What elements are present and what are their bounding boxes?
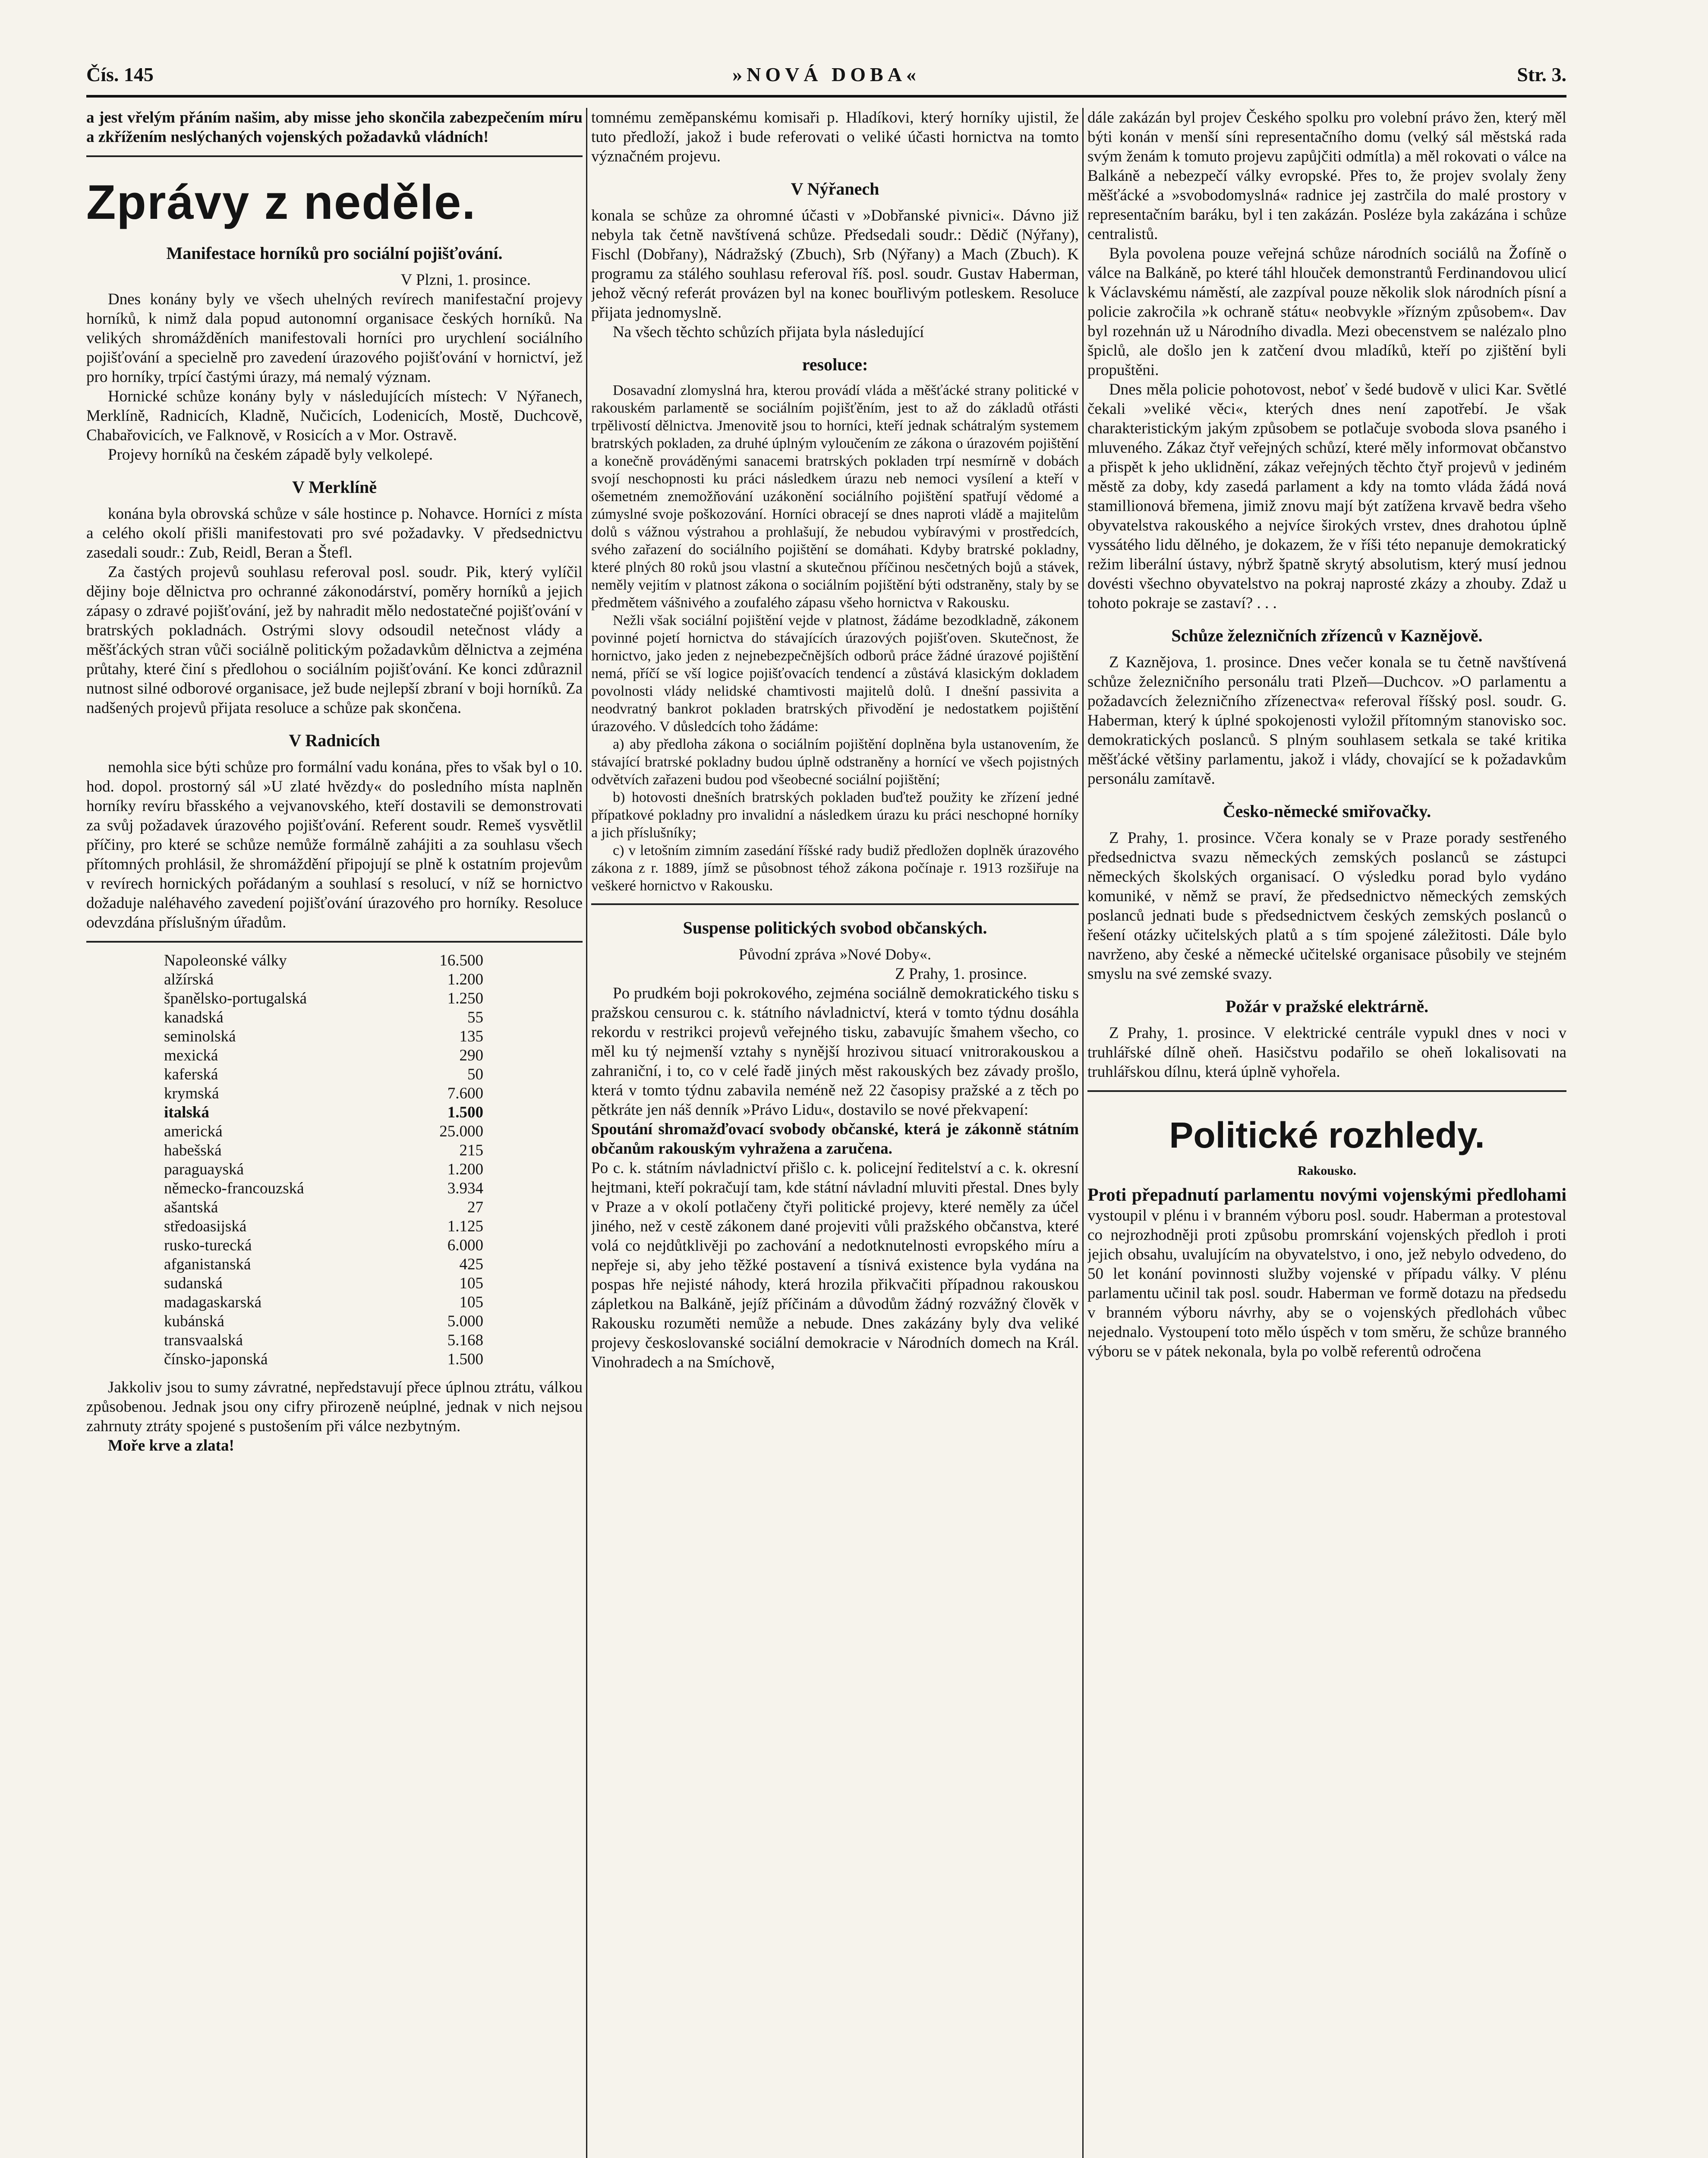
table-row: [164, 1255, 483, 1274]
table-row: [164, 1198, 483, 1217]
page-number: Str. 3.: [1517, 63, 1566, 85]
war-name: americká: [164, 1123, 223, 1140]
war-value: 425: [459, 1256, 483, 1273]
war-value: 50: [467, 1066, 483, 1083]
article-paragraph: Dnes konány byly ve všech uhelných revírech manifestační projevy horníků, k nimž dala popud autonomní organisace českých horníků. Na velikých shromážděních manifestovali horníci pro urychlení sociálního pojišťování a specielně pro zavedení úrazového pojišťování v hornictví, jež pro horníky, trpící častými úrazy, má nemalý význam.: [86, 290, 583, 386]
article-paragraph: Z Prahy, 1. prosince. Včera konaly se v Praze porady sestřeného předsednictva svazu německých zemských poslanců se zástupci německých školských organisací. O výsledku porad bylo vydáno komuniké, v němž se praví, že předsednictvo německých zemských poslanců jednati bude s předsednictvem českých zemských poslanců o řešení otázky učitelských platů a s tím spojené záležitosti. Dále bylo navrženo, aby české a německé učitelské organisace působily ve stejném smyslu na své zemské svazy.: [1087, 829, 1566, 983]
dateline: Z Prahy, 1. prosince.: [895, 965, 1027, 983]
resolution-point-a: a) aby předloha zákona o sociálním pojištění doplněna byla ustanovením, že stávající bratrské pokladny budou úplně odstraněny a hornící ve všech pojistných odvětvích zařazeni budou pod všeobecné sociální pojištění;: [591, 736, 1079, 788]
resolution-heading: resoluce:: [802, 355, 868, 374]
war-name: kanadská: [164, 1009, 224, 1026]
column-1: [86, 108, 583, 2158]
war-value: 5.000: [447, 1312, 483, 1330]
table-row: [164, 1217, 483, 1236]
war-value: 1.250: [447, 990, 483, 1007]
column-3: [1087, 108, 1566, 2158]
article-paragraph: Po prudkém boji pokrokového, zejména sociálně demokratického tisku s pražskou censurou c. k. státního návladnictví, která v tomto týdnu dosáhla rekordu v restrikci projevů veřejného tisku, zabavujíc šmahem všecho, co měl ku tý nejmenší vztahy s nynější hrozivou situací vnitrorakouskou a zahraniční, i to, co v celé řadě jiných měst rakouských bez závady prošlo, která v tomto týdnu zabavila neméně než 22 časopisy pražské a z těch po pětkráte jen náš denník »Právo Lidu«, dostavilo se nové překvapení:: [591, 984, 1079, 1119]
table-row: [164, 1027, 483, 1046]
war-value: 290: [459, 1047, 483, 1064]
war-value: 6.000: [447, 1237, 483, 1254]
article-paragraph: tomnému zeměpanskému komisaři p. Hladíkovi, který horníky ujistil, že tuto předloží, jakož i bude referovati o veliké účasti hornictva na tomto význačném projevu.: [591, 109, 1079, 165]
war-value: 7.600: [447, 1085, 483, 1102]
section-title-politics: Politické rozhledy.: [1169, 1115, 1485, 1155]
resolution-point-b: b) hotovosti dnešních bratrských pokladen buďtež použity ke zřízení jedné přípatkové pokladny pro invalidní a následkem úrazu ku práci neschopné horníky a jich příslušníky;: [591, 789, 1079, 841]
article-paragraph: konala se schůze za ohromné účasti v »Dobřanské pivnici«. Dávno již nebyla tak četně navštívená schůze. Předsedali soudr.: Dědič (Nýřany), Fischl (Dobřany), Nádražský (Zbuch), Srb (Nýřany) a Mach (Zbuch). K programu za stálého souhlasu referoval říš. posl. soudr. Gustav Haberman, jehož věcný referát provázen byl na konec bouřlivým potleskem. Resoluce přijata jednomyslně.: [591, 207, 1079, 322]
divider: [86, 155, 583, 157]
war-value: 105: [459, 1275, 483, 1292]
divider: [1087, 1090, 1566, 1092]
war-name: kubánská: [164, 1312, 224, 1330]
war-value: 1.200: [447, 971, 483, 988]
table-row: [164, 1141, 483, 1160]
war-value: 215: [459, 1142, 483, 1159]
column-rule-1: [586, 108, 587, 2158]
article-paragraph: nemohla sice býti schůze pro formální vadu konána, přes to však byl o 10. hod. dopol. prostorný sál »U zlaté hvězdy« do posledního místa naplněn horníky revíru břasského a vejvanovského, kteří dostavili se demonstrovati za svůj požadavek úrazového pojišťování. Referent soudr. Remeš vysvětlil příčiny, pro které se schůze nemůže formálně zahájiti a za souhlasu všech přítomných prohlásil, že shromáždění připojují se plně k ostatním projevům v revírech hornických pořádaným a souhlasí s resolucí, v níž se hornictvo dožaduje naléhavého zavedení pojišťování úrazového pro horníky. Resoluce odevzdána příslušným úřadům.: [86, 758, 583, 931]
page-header: [86, 65, 1566, 98]
article-paragraph: Hornické schůze konány byly v následujících místech: V Nýřanech, Merklíně, Radnicích, Kladně, Nučicích, Lodenicích, Mostě, Duchcově, Chabařovicích, ve Falknově, v Rosicích a v Mor. Ostravě.: [86, 388, 583, 444]
article-paragraph: Jakkoliv jsou to sumy závratné, nepředstavují přece úplnou ztrátu, válkou způsobenou. Jednak jsou ony cifry přirozeně neúplné, jednak v nich nejsou zahrnuty ztráty spojené s pustošením při válce nezbytným.: [86, 1379, 583, 1435]
table-row: [164, 989, 483, 1008]
subheading-radnice: V Radnicích: [289, 731, 380, 750]
war-value: 1.200: [447, 1161, 483, 1178]
war-value: 3.934: [447, 1180, 483, 1197]
war-name: italská: [164, 1104, 209, 1121]
article-title-railway: Schůze železničních zřízenců v Kaznějově.: [1171, 626, 1483, 645]
resolution-paragraph: Nežli však sociální pojištění vejde v platnost, žádáme bezodkladně, zákonem povinné pojetí hornictva do stávajících úrazových pojišťoven. Skutečnost, že hornictvo, jako jeden z nejnebezpečnějších odborů práce žádné úrazové pojištění nemá, příčí se vší logice pojišťovacích tendencí a zůstává klasickým dokladem povolnosti vlády nelidské chamtivosti majitelů dolů. I dnešní passivita a neodvratný bankrot pokladen bratrských přivodění je nedostatkem pojištění úrazového. V důsledcích toho žádáme:: [591, 612, 1079, 735]
war-name: paraguayská: [164, 1161, 244, 1178]
table-row: [164, 1084, 483, 1103]
war-value: 5.168: [447, 1331, 483, 1349]
column-rule-2: [1082, 108, 1084, 2158]
war-name: ašantská: [164, 1199, 218, 1216]
resolution-point-c: c) v letošním zimním zasedání říšské rady budiž předložen doplněk úrazového zákona z r. 1889, jímž se působnost téhož zákona počínaje r. 1913 rozšiřuje na veškeré hornictvo v Rakousku.: [591, 842, 1079, 894]
article-paragraph: Z Kaznějova, 1. prosince. Dnes večer konala se tu četně navštívená schůze železničního personálu trati Plzeň—Duchcov. »O parlamentu a požadavcích železničního zřízenectva« referoval říšský posl. soudr. G. Haberman, který k úplné spokojenosti vyložil přítomným stanovisko soc. demokratických poslanců. S plným souhlasem setkala se také kritika měšťácké většiny parlamentu, jakož i vlády, chovající se k požadavkům personálu zamítavě.: [1087, 653, 1566, 788]
article-paragraph: Projevy horníků na českém západě byly velkolepé.: [108, 446, 433, 464]
table-row: [164, 1236, 483, 1255]
section-title-news: Zprávy z neděle.: [86, 175, 476, 229]
subheading-nyrany: V Nýřanech: [791, 179, 879, 199]
article-paragraph: Dnes měla policie pohotovost, neboť v šedé budově v ulici Kar. Světlé čekali »veliké věci«, kterých dnes není zapotřebí. Je však charakteristickým jakým způsobem se potlačuje svoboda slova psaného i mluveného. Zákaz čtyř veřejných schůzí, které měly informovat občanstvo a přispět k jeho uklidnění, zákaz veřejných těchto čtyř projevů v jediném městě za doby, kdy zasedá parlament a kdy na tomto vláda žádá nová stamillionová břemena, jimiž znovu mají být zatížena krvavě bedra všeho obyvatelstva rakouského a nejvíce širokých vrstev, dnes drahotou úplně vyssátého lidu dělného, je dokazem, že v říši této nepanuje demokratický režim liberální ústavy, nýbrž špatně skrytý absolutism, který musí jednou dovésti všechno obyvatelstvo na pokraj naprosté zkázy a zhouby. Zdaž u tohoto pokraje se zastaví? . . .: [1087, 381, 1566, 612]
article-title-suspense: Suspense politických svobod občanských.: [683, 918, 987, 937]
table-row: [164, 1312, 483, 1331]
table-row: [164, 1122, 483, 1141]
issue-number: Čís. 145: [86, 63, 154, 85]
war-name: seminolská: [164, 1028, 236, 1045]
war-value: 55: [467, 1009, 483, 1026]
war-name: madagaskarská: [164, 1294, 262, 1311]
war-name: Napoleonské války: [164, 952, 287, 969]
war-name: krymská: [164, 1085, 219, 1102]
closing-line: Moře krve a zlata!: [108, 1437, 234, 1454]
table-row: [164, 1065, 483, 1084]
article-paragraph: Na všech těchto schůzích přijata byla následující: [613, 323, 924, 341]
table-row: [164, 1103, 483, 1122]
war-name: středoasijská: [164, 1218, 247, 1235]
war-value: 16.500: [439, 952, 483, 969]
article-paragraph: vystoupil v plénu i v branném výboru posl. soudr. Haberman a protestoval co nejrozhodněji proti způsobu promrskání vojenských předloh i proti jejich obsahu, uvalujícím na obyvatelstvo, i ono, jež nebylo odvedeno, do 50 let konání povinnosti služby vojenské v případu války. V plénu parlamentu učinil tak posl. soudr. Haberman ve formě dotazu na předsedu v branném výboru návrhy, aby se o vojenských předlohách vůbec nejednalo. Vystoupení toto mělo úspěch v tom směru, že schůze branného výboru se v pátek nekonala, byla po volbě referentů odročena: [1087, 1207, 1566, 1360]
bold-statement: Spoutání shromažďovací svobody občanské, která je zákonně státním občanům rakouským vyhražena a zaručena.: [591, 1120, 1079, 1158]
masthead-title: »NOVÁ DOBA«: [732, 63, 920, 85]
table-row: [164, 970, 483, 989]
war-cost-table: [164, 951, 483, 1369]
war-name: alžírská: [164, 971, 214, 988]
war-name: afganistanská: [164, 1256, 251, 1273]
table-row: [164, 1293, 483, 1312]
section-subtitle: Rakousko.: [1298, 1164, 1356, 1178]
war-value: 135: [459, 1028, 483, 1045]
war-name: kaferská: [164, 1066, 218, 1083]
war-value: 27: [467, 1199, 483, 1216]
war-name: čínsko-japonská: [164, 1350, 268, 1368]
table-row: [164, 1331, 483, 1350]
table-row: [164, 1179, 483, 1198]
table-row: [164, 1274, 483, 1293]
table-row: [164, 1350, 483, 1369]
article-title-miners: Manifestace horníků pro sociální pojišťování.: [166, 243, 503, 263]
table-row: [164, 1160, 483, 1179]
article-title-fire: Požár v pražské elektrárně.: [1225, 997, 1429, 1016]
war-name: sudanská: [164, 1275, 223, 1292]
divider: [591, 903, 1079, 905]
war-name: rusko-turecká: [164, 1237, 252, 1254]
article-paragraph: Po c. k. státním návladnictví přišlo c. k. policejní ředitelství a c. k. okresní hejtmani, kteří pokračují tam, kde státní návladní mluviti přestal. Dnes byly v Praze a v okolí potlačeny čtyři politické projevy, které neměly za účel jiného, než v cestě zákonem dané projeviti vůli pražského občanstva, které volá co nejdůtklivěji po zachování a nedotknutelnosti evropského míru a nepřeje si, aby jeho těžké postavení a tísnivá existence byla vydána na pospas hře nejisté náhody, která hrozila přikvačiti případnou rakouskou zápletkou na Balkáně, jejíž příčinám a důvodům žádný rozvážný člověk v Rakousku rozuměti nemůže a nebude. Dnes zakázány byly dva veliké projevy českoslovanské sociální demokracie v Národních domech na Král. Vinohradech a na Smíchově,: [591, 1159, 1079, 1371]
column-2: [591, 108, 1079, 2158]
article-source: Původní zpráva »Nové Doby«.: [739, 946, 931, 963]
article-paragraph: konána byla obrovská schůze v sále hostince p. Nohavce. Horníci z místa a celého okolí přišli manifestovati pro své požadavky. V předsednictvu zasedali soudr.: Zub, Reidl, Beran a Štefl.: [86, 505, 583, 562]
war-name: německo-francouzská: [164, 1180, 304, 1197]
war-value: 1.125: [447, 1218, 483, 1235]
table-row: [164, 1046, 483, 1065]
dateline: V Plzni, 1. prosince.: [400, 271, 531, 289]
war-name: španělsko-portugalská: [164, 990, 307, 1007]
subheading-merklin: V Merklíně: [292, 477, 377, 497]
war-name: transvaalská: [164, 1331, 243, 1349]
war-value: 105: [459, 1294, 483, 1311]
lead-bold: Proti přepadnutí parlamentu novými vojenskými předlohami: [1087, 1185, 1566, 1205]
article-paragraph: Z Prahy, 1. prosince. V elektrické centrále vypukl dnes v noci v truhlářské dílně oheň. Hasičstvu podařilo se oheň lokalisovati na truhlářskou dílnu, která úplně vyhořela.: [1087, 1024, 1566, 1081]
war-value: 25.000: [439, 1123, 483, 1140]
divider: [86, 941, 583, 943]
article-title-czech-german: Česko-německé smiřovačky.: [1223, 801, 1431, 821]
article-paragraph: Za častých projevů souhlasu referoval posl. soudr. Pik, který vylíčil dějiny boje dělnictva pro ochranné zákonodárství, poměry horníků a jejich zápasy o zdravé pojišťování, jež by nahradit mělo nedostatečné pojišťování v bratrských pokladnách. Ostrými slovy odsoudil netečnost vlády a měšťáckých stran vůči sociálně politickým požadavkům dělnictva a zejména průtahy, které činí s předlohou o sociálním pojišťování. Ke konci zdůraznil nutnost silné odborové organisace, jež bude nejlepší zbraní v boji horníků. Za nadšených projevů přijata resoluce a schůze pak skončena.: [86, 563, 583, 717]
war-name: habešská: [164, 1142, 222, 1159]
article-paragraph: dále zakázán byl projev Českého spolku pro volební právo žen, který měl býti konán v menší síni representačního domu (velký sál městská rada svým ženám k tomuto projevu zapůjčiti odmítla) a měl rokovati o válce na Balkáně a nebezpečí války evropské. Přes to, že projev svolaly ženy měšťácké a »svobodomyslná« radnice jej zastrčila do malé prostory v representačním baráku, byl i ten zakázán. Posléze byla zakázána i schůze centralistů.: [1087, 109, 1566, 243]
table-row: [164, 1008, 483, 1027]
article-paragraph: Byla povolena pouze veřejná schůze národních sociálů na Žofíně o válce na Balkáně, po které táhl hlouček demonstrantů Ferdinandovou ulicí k Václavskému náměstí, ale zazpíval pouze několik slok národních písní a policie zakročila »k ochraně státu« neobvykle »řízným způsobem«. Dav byl rozehnán už u Národního divadla. Mezi obecenstvem se nalézalo plno špiclů, ale došlo jen k zatčení dvou mladíků, kteří po zjištění byli propuštěni.: [1087, 245, 1566, 379]
resolution-paragraph: Dosavadní zlomyslná hra, kterou provádí vláda a měšťácké strany politické v rakouském parlamentě se sociálním pojišťěním, jest to až do základů otřásti trpělivostí dělnictva. Jmenovitě jsou to horníci, kteří jednak schátralým systemem bratrských pokladen, za druhé úplným vyloučením ze zákona o úrazovém pojištění a konečně prováděnými sanacemi bratrských pokladen trpí nesmírně v dobách svojí neschopnosti ku práci následkem úrazu neb nemoci vysílení a kteří v ošemetném znemožňování uzákonění sociálního pojištění spatřují vědomé a zúmyslné svoje poškozování. Horníci obracejí se dnes naproti vládě a majitelům dolů s vážnou výstrahou a prohlašují, že nebudou vybíravými v prostředcích, svého zařazení do sociálního pojištění se domáhati. Kdyby bratrské pokladny, které plných 80 roků jsou vlastní a skutečnou příčinou nesčetných bojů a stávek, neměly vejitím v platnost zákona o sociálním pojištění býti odstraněny, staly by se předmětem vášnivého a zoufalého zápasu všeho hornictva v Rakousku.: [591, 382, 1079, 611]
intro-paragraph: a jest vřelým přáním našim, aby misse jeho skončila zabezpečením míru a zkřížením neslýchaných vojenských požadavků vládních!: [86, 109, 583, 146]
table-row: [164, 951, 483, 970]
war-name: mexická: [164, 1047, 218, 1064]
war-value: 1.500: [447, 1104, 483, 1121]
war-value: 1.500: [447, 1350, 483, 1368]
